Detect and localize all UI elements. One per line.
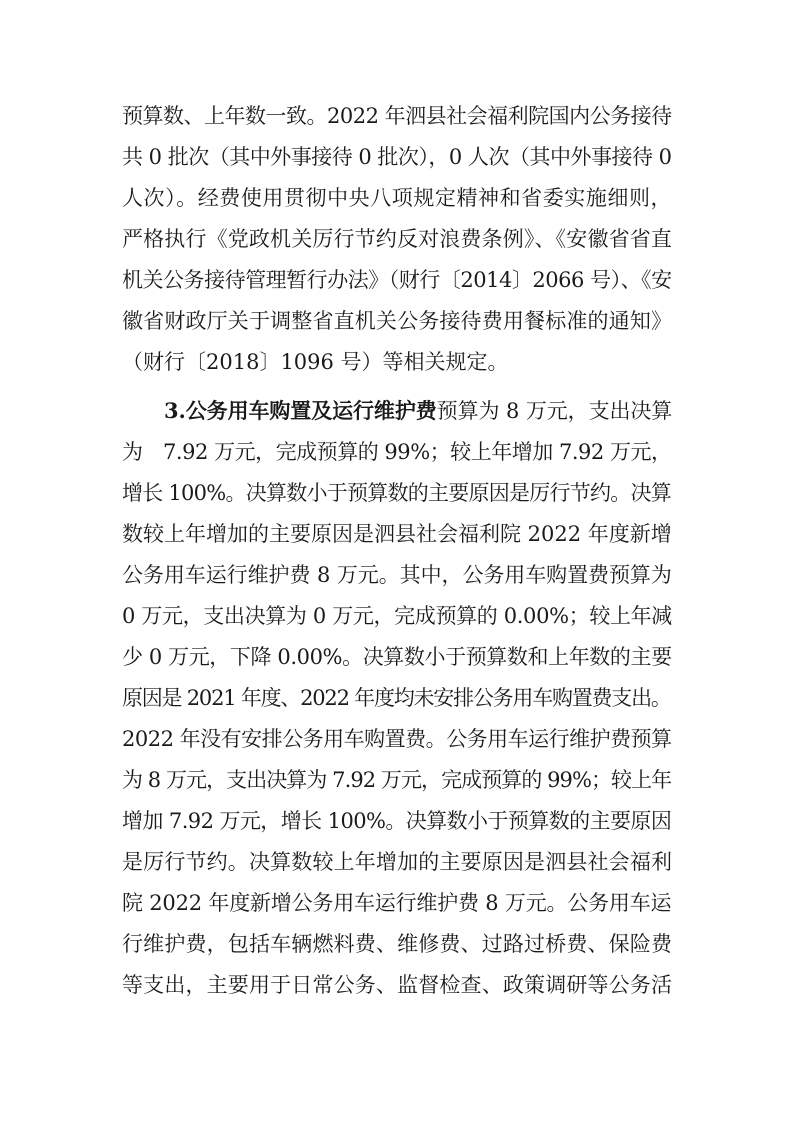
paragraph-line: 公务用车运行维护费 8 万元。其中，公务用车购置费预算为 (122, 563, 672, 587)
paragraph-line: 预算数、上年数一致。2022 年泗县社会福利院国内公务接待 (122, 104, 672, 128)
section-heading: 3.公务用车购置及运行维护费 (164, 398, 437, 423)
section-first-line-text: 预算为 8 万元，支出决算 (436, 399, 673, 423)
paragraph-line: 为 8 万元，支出决算为 7.92 万元，完成预算的 99%；较上年 (122, 768, 672, 792)
paragraph-line: 院 2022 年度新增公务用车运行维护费 8 万元。公务用车运 (122, 891, 672, 915)
paragraph-line: 原因是 2021 年度、2022 年度均未安排公务用车购置费支出。 (122, 686, 671, 710)
paragraph-line: 人次）。经费使用贯彻中央八项规定精神和省委实施细则， (122, 186, 673, 210)
paragraph-line: 少 0 万元，下降 0.00%。决算数小于预算数和上年数的主要 (122, 645, 672, 669)
paragraph-line: 0 万元，支出决算为 0 万元，完成预算的 0.00%；较上年减 (122, 604, 672, 628)
paragraph-line: 机关公务接待管理暂行办法》（财行〔2014〕2066 号）、《安 (122, 268, 672, 292)
paragraph-line: 等支出，主要用于日常公务、监督检查、政策调研等公务活 (122, 973, 673, 997)
paragraph-line: （财行〔2018〕1096 号）等相关规定。 (122, 350, 509, 374)
paragraph-line: 徽省财政厅关于调整省直机关公务接待费用餐标准的通知》 (122, 309, 673, 333)
paragraph-line: 共 0 批次（其中外事接待 0 批次），0 人次（其中外事接待 0 (122, 145, 672, 169)
paragraph-line: 增加 7.92 万元，增长 100%。决算数小于预算数的主要原因 (122, 809, 672, 833)
paragraph-line: 行维护费，包括车辆燃料费、维修费、过路过桥费、保险费 (122, 932, 673, 956)
paragraph-line: 增长 100%。决算数小于预算数的主要原因是厉行节约。决算 (122, 481, 671, 505)
paragraph-line: 数较上年增加的主要原因是泗县社会福利院 2022 年度新增 (122, 522, 672, 546)
paragraph-line: 2022 年没有安排公务用车购置费。公务用车运行维护费预算 (122, 727, 672, 751)
paragraph-line: 为 7.92 万元，完成预算的 99%；较上年增加 7.92 万元， (122, 440, 672, 464)
paragraph-line: 严格执行《党政机关厉行节约反对浪费条例》、《安徽省省直 (122, 227, 673, 251)
section-first-line (164, 395, 672, 427)
paragraph-line: 是厉行节约。决算数较上年增加的主要原因是泗县社会福利 (122, 850, 673, 874)
